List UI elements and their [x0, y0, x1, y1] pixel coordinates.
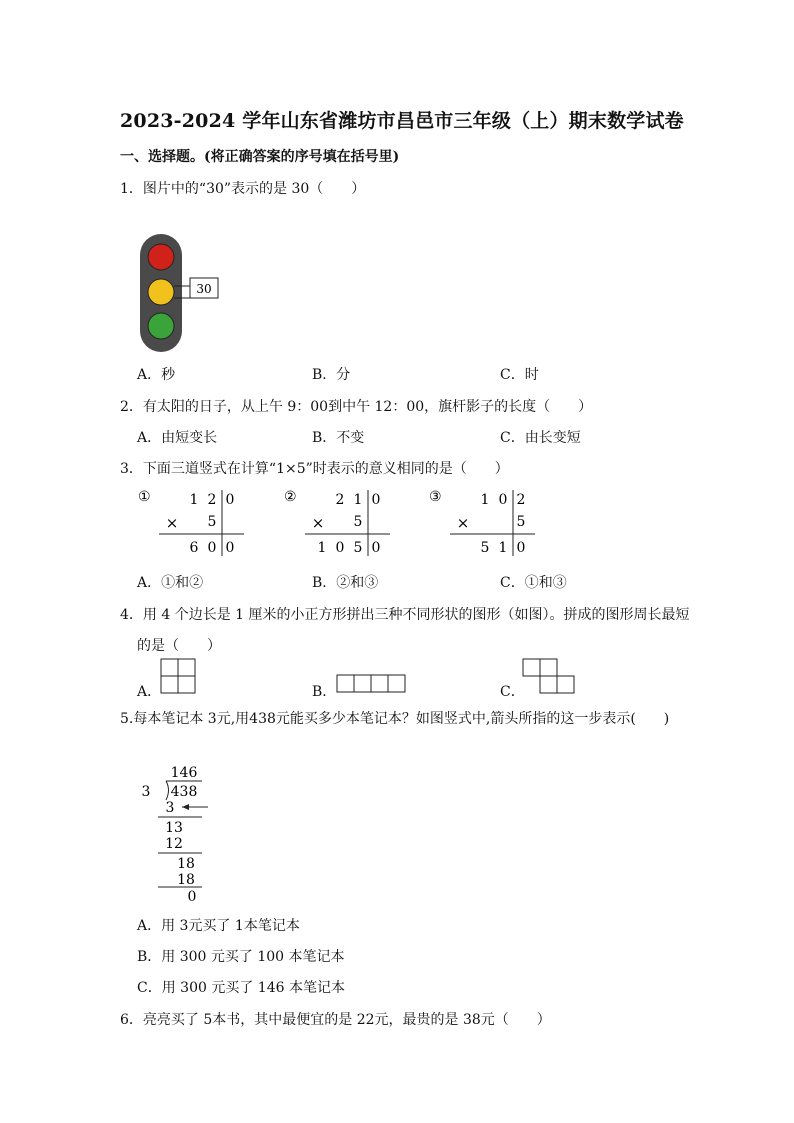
- calc-2-digit: 2: [335, 492, 345, 508]
- division-step: 12: [165, 836, 183, 852]
- calc-3-digit: 0: [516, 540, 526, 556]
- division-step: 13: [165, 820, 183, 836]
- calc-3-digit: 1: [498, 540, 508, 556]
- calc-3-digit: 1: [480, 492, 490, 508]
- calc-2-marker: ②: [284, 489, 297, 505]
- calc-2-digit: 5: [353, 540, 363, 556]
- traffic-light-figure: [130, 228, 230, 356]
- calc-2-digit: 0: [371, 540, 381, 556]
- calc-2-digit: 0: [335, 540, 345, 556]
- page-title: 2023-2024 学年山东省潍坊市昌邑市三年级（上）期末数学试卷: [120, 110, 684, 132]
- calc-1-digit: 0: [225, 540, 235, 556]
- division-quotient: 146: [170, 765, 198, 781]
- calc-1-digit: 0: [207, 540, 217, 556]
- q3-option-b: B．②和③: [312, 575, 379, 591]
- question-5-text: 5.每本笔记本 3元,用438元能买多少本笔记本？如图竖式中,箭头所指的这一步表示( ): [120, 711, 670, 727]
- q5-option-c: C．用 300 元买了 146 本笔记本: [137, 980, 345, 996]
- green-light-icon: [148, 313, 174, 339]
- question-6-text: 6．亮亮买了 5本书，其中最便宜的是 22元，最贵的是 38元（ ）: [120, 1012, 551, 1028]
- calc-2-multiplier: 5: [353, 514, 363, 530]
- question-4-text-line2: 的是（ ）: [137, 638, 221, 654]
- red-light-icon: [148, 244, 174, 270]
- calc-3-digit: 5: [480, 540, 490, 556]
- calc-2-digit: 1: [353, 492, 363, 508]
- q1-option-a: A．秒: [137, 367, 176, 383]
- calc-3-digit: 0: [498, 492, 508, 508]
- q2-option-c: C．由长变短: [500, 430, 581, 446]
- q4-option-b: B．: [312, 684, 337, 700]
- calc-1-digit: 6: [189, 540, 199, 556]
- yellow-light-icon: [148, 279, 174, 305]
- q2-option-b: B．不变: [312, 430, 365, 446]
- q3-option-a: A．①和②: [137, 575, 204, 591]
- calc-2-digit: 0: [371, 492, 381, 508]
- division-dividend: 438: [170, 784, 198, 800]
- calc-1-digit: 1: [189, 492, 199, 508]
- calc-3-multiplier: 5: [516, 514, 526, 530]
- times-sign: ×: [456, 514, 470, 532]
- question-2-text: 2．有太阳的日子，从上午 9：00到中午 12：00，旗杆影子的长度（ ）: [120, 399, 593, 415]
- calc-3-digit: 2: [516, 492, 526, 508]
- calc-1-marker: ①: [138, 489, 151, 505]
- question-4-text-line1: 4．用 4 个边长是 1 厘米的小正方形拼出三种不同形状的图形（如图）。拼成的图形周长最短: [120, 607, 690, 623]
- shape-1x4-row: [336, 674, 408, 694]
- division-step-highlighted: 3: [165, 800, 175, 816]
- calc-1-multiplier: 5: [207, 514, 217, 530]
- section-heading: 一、选择题。(将正确答案的序号填在括号里): [120, 149, 400, 165]
- times-sign: ×: [311, 514, 325, 532]
- vertical-calc-2: [280, 486, 400, 558]
- q1-option-b: B．分: [312, 367, 351, 383]
- vertical-calc-3: [425, 486, 545, 558]
- q5-option-b: B．用 300 元买了 100 本笔记本: [137, 949, 345, 965]
- q3-option-c: C．①和③: [500, 575, 567, 591]
- timer-sign-value: 30: [196, 282, 212, 296]
- q2-option-a: A．由短变长: [137, 430, 218, 446]
- calc-1-digit: 2: [207, 492, 217, 508]
- q4-option-c: C．: [500, 684, 525, 700]
- division-bracket: [166, 781, 169, 800]
- calc-2-digit: 1: [317, 540, 327, 556]
- calc-1-digit: 0: [225, 492, 235, 508]
- division-step: 18: [177, 856, 195, 872]
- q4-option-a: A．: [137, 684, 162, 700]
- question-3-text: 3．下面三道竖式在计算“1×5”时表示的意义相同的是（ ）: [120, 461, 509, 477]
- times-sign: ×: [165, 514, 179, 532]
- arrow-head-icon: [182, 804, 189, 810]
- vertical-calc-1: [134, 486, 254, 558]
- calc-3-marker: ③: [429, 489, 442, 505]
- q1-option-c: C．时: [500, 367, 539, 383]
- shape-z-tetromino: [522, 658, 578, 694]
- long-division-figure: [136, 760, 220, 902]
- division-divisor: 3: [141, 784, 151, 800]
- question-1-text: 1．图片中的“30”表示的是 30（ ）: [120, 181, 366, 197]
- q5-option-a: A．用 3元买了 1本笔记本: [137, 918, 300, 934]
- shape-2x2-square: [160, 658, 200, 694]
- division-step: 18: [177, 872, 195, 888]
- division-remainder: 0: [187, 889, 197, 902]
